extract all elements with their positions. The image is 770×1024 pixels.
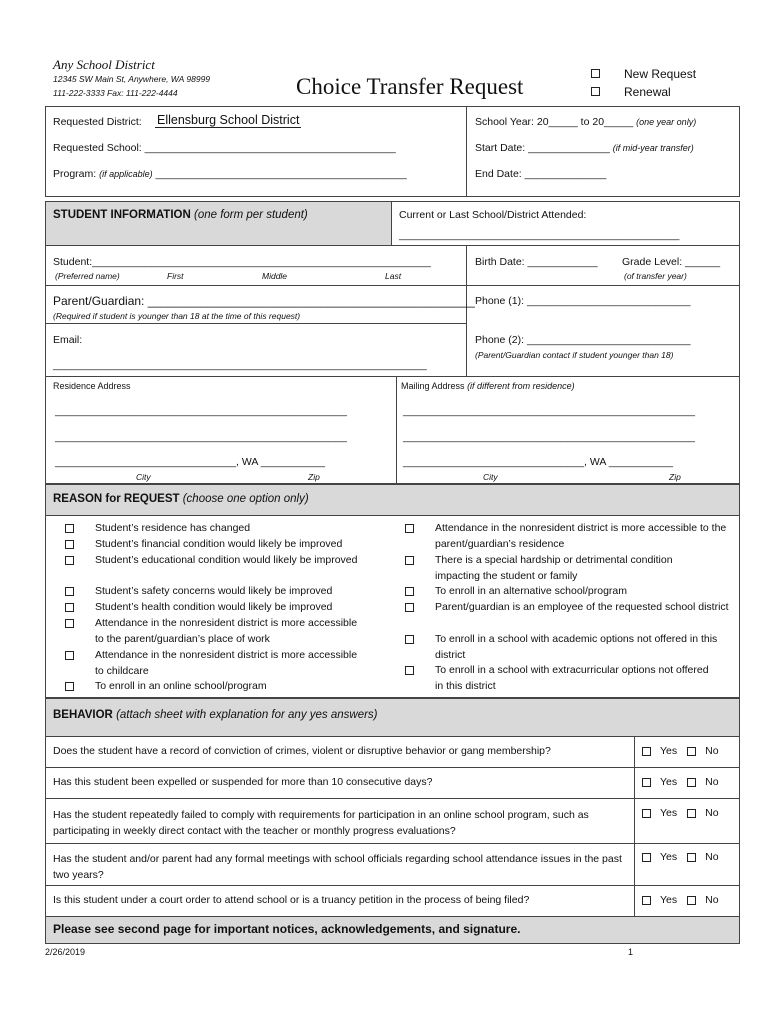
behavior-question-1: Does the student have a record of conviction of crimes, violent or disruptive behavior or gang membership? bbox=[53, 745, 551, 757]
yes-checkbox[interactable] bbox=[642, 809, 651, 818]
behavior-heading-hint: (attach sheet with explanation for any yes answers) bbox=[116, 709, 378, 721]
student-info-heading-text: STUDENT INFORMATION bbox=[53, 209, 191, 221]
behavior-answer-3[interactable]: Yes No bbox=[642, 807, 723, 819]
requested-district-field[interactable]: Ellensburg School District bbox=[157, 113, 300, 127]
no-checkbox[interactable] bbox=[687, 778, 696, 787]
behavior-answer-2[interactable]: Yes No bbox=[642, 776, 723, 788]
program-line: ___________________________________________ bbox=[155, 168, 407, 180]
behavior-question-3: Has the student repeatedly failed to comply with requirements for participation in an online school program, such as participating in weekly direct contact with the teacher or monthly progress evaluations? bbox=[53, 809, 589, 837]
phone2-field[interactable]: Phone (2): ____________________________ bbox=[475, 334, 691, 346]
reason-right-6[interactable]: To enroll in a school with extracurricular options not offered in this district bbox=[405, 663, 715, 694]
yes-checkbox[interactable] bbox=[642, 747, 651, 756]
birth-date-field[interactable]: Birth Date: ____________ bbox=[475, 256, 598, 268]
phone2-hint: (Parent/Guardian contact if student younger than 18) bbox=[475, 350, 674, 360]
reason-right-3[interactable]: To enroll in an alternative school/program bbox=[405, 584, 735, 600]
start-date-hint: (if mid-year transfer) bbox=[612, 143, 694, 153]
reason-heading-hint: (choose one option only) bbox=[182, 493, 309, 505]
program-hint: (if applicable) bbox=[99, 169, 153, 179]
start-date-label: Start Date: ______________ bbox=[475, 142, 610, 154]
residence-address-label: Residence Address bbox=[53, 381, 131, 391]
student-name-field[interactable]: Student:__________________________________________________________ bbox=[53, 256, 431, 268]
program-label: Program: bbox=[53, 168, 97, 180]
district-address: 12345 SW Main St, Anywhere, WA 98999 bbox=[53, 74, 211, 84]
reason-checkbox[interactable] bbox=[405, 587, 414, 596]
attended-field[interactable]: ________________________________________________ bbox=[399, 229, 680, 241]
mailing-address-line2[interactable]: __________________________________________________ bbox=[403, 431, 695, 443]
renewal-checkbox[interactable] bbox=[591, 87, 600, 96]
behavior-answer-5[interactable]: Yes No bbox=[642, 894, 723, 906]
reason-checkbox[interactable] bbox=[65, 540, 74, 549]
reason-checkbox[interactable] bbox=[65, 556, 74, 565]
end-date-field[interactable]: End Date: ______________ bbox=[475, 168, 607, 180]
no-checkbox[interactable] bbox=[687, 747, 696, 756]
mailing-address-line1[interactable]: __________________________________________________ bbox=[403, 405, 695, 417]
reason-left-5[interactable]: Student’s health condition would likely be improved bbox=[65, 600, 385, 616]
reason-left-8[interactable]: To enroll in an online school/program bbox=[65, 679, 385, 695]
yes-checkbox[interactable] bbox=[642, 896, 651, 905]
requested-school-field[interactable]: Requested School: ___________________________________________ bbox=[53, 142, 396, 154]
reason-right-5[interactable]: To enroll in a school with academic options not offered in this district bbox=[405, 632, 735, 663]
reason-left-1[interactable]: Student’s residence has changed bbox=[65, 521, 385, 537]
reason-left-2[interactable]: Student’s financial condition would likely be improved bbox=[65, 537, 385, 553]
student-middle-hint: Middle bbox=[262, 271, 288, 281]
program-field[interactable] bbox=[53, 168, 407, 180]
renewal-label: Renewal bbox=[624, 85, 671, 99]
grade-level-field[interactable]: Grade Level: ______ bbox=[622, 256, 721, 268]
reason-checkbox[interactable] bbox=[65, 524, 74, 533]
reason-checkbox[interactable] bbox=[65, 587, 74, 596]
behavior-question-2: Has this student been expelled or suspended for more than 10 consecutive days? bbox=[53, 776, 433, 788]
residence-address-line2[interactable]: __________________________________________________ bbox=[55, 431, 347, 443]
second-page-notice: Please see second page for important notices, acknowledgements, and signature. bbox=[53, 922, 521, 936]
reason-left-7[interactable]: Attendance in the nonresident district is more accessible to childcare bbox=[65, 648, 365, 679]
reason-checkbox[interactable] bbox=[65, 651, 74, 660]
mailing-city-hint: City bbox=[483, 472, 498, 482]
behavior-answer-1[interactable]: Yes No bbox=[642, 745, 723, 757]
reason-checkbox[interactable] bbox=[65, 603, 74, 612]
school-year-hint: (one year only) bbox=[636, 117, 697, 127]
mailing-address-hint: (if different from residence) bbox=[467, 381, 575, 391]
requested-district-label: Requested District: bbox=[53, 116, 142, 128]
behavior-question-5: Is this student under a court order to attend school or is a truancy petition in the process of being filed? bbox=[53, 894, 530, 906]
parent-guardian-hint: (Required if student is younger than 18 at the time of this request) bbox=[53, 311, 301, 321]
reason-checkbox[interactable] bbox=[405, 556, 414, 565]
student-preferred-hint: (Preferred name) bbox=[55, 271, 120, 281]
reason-checkbox[interactable] bbox=[405, 635, 414, 644]
district-name: Any School District bbox=[53, 57, 155, 72]
behavior-heading bbox=[53, 709, 378, 721]
behavior-heading-text: BEHAVIOR bbox=[53, 709, 113, 721]
residence-city-hint: City bbox=[136, 472, 151, 482]
no-checkbox[interactable] bbox=[687, 809, 696, 818]
behavior-question-4: Has the student and/or parent had any formal meetings with school officials regarding school attendance issues in the past two years? bbox=[53, 853, 622, 881]
residence-zip-hint: Zip bbox=[308, 472, 320, 482]
reason-right-4[interactable]: Parent/guardian is an employee of the requested school district bbox=[405, 600, 735, 616]
new-request-checkbox[interactable] bbox=[591, 69, 600, 78]
residence-city-zip-field[interactable]: _______________________________, WA ___________ bbox=[55, 456, 325, 468]
school-year-field[interactable] bbox=[475, 116, 696, 128]
behavior-answer-4[interactable]: Yes No bbox=[642, 851, 723, 863]
form-title: Choice Transfer Request bbox=[296, 74, 524, 99]
reason-heading-text: REASON for REQUEST bbox=[53, 493, 180, 505]
school-year-label: School Year: 20_____ to 20_____ bbox=[475, 116, 634, 128]
reason-left-4[interactable]: Student’s safety concerns would likely be improved bbox=[65, 584, 385, 600]
yes-checkbox[interactable] bbox=[642, 853, 651, 862]
parent-guardian-field[interactable]: Parent/Guardian: _________________________________________________ bbox=[53, 294, 475, 308]
mailing-address-text: Mailing Address bbox=[401, 381, 465, 391]
attended-label: Current or Last School/District Attended: bbox=[399, 209, 587, 221]
reason-checkbox[interactable] bbox=[405, 666, 414, 675]
residence-address-line1[interactable]: __________________________________________________ bbox=[55, 405, 347, 417]
no-checkbox[interactable] bbox=[687, 896, 696, 905]
mailing-city-zip-field[interactable]: _______________________________, WA ___________ bbox=[403, 456, 673, 468]
district-phone-fax: 111-222-3333 Fax: 111-222-4444 bbox=[53, 88, 178, 98]
reason-left-6[interactable]: Attendance in the nonresident district is more accessible to the parent/guardian’s place of work bbox=[65, 616, 365, 647]
reason-checkbox[interactable] bbox=[65, 682, 74, 691]
reason-checkbox[interactable] bbox=[405, 603, 414, 612]
mailing-zip-hint: Zip bbox=[669, 472, 681, 482]
mailing-address-label bbox=[401, 381, 575, 391]
grade-level-hint: (of transfer year) bbox=[624, 271, 687, 281]
page-number: 1 bbox=[628, 947, 634, 957]
reason-left-3[interactable]: Student’s educational condition would likely be improved bbox=[65, 553, 365, 569]
reason-right-1[interactable]: Attendance in the nonresident district is more accessible to the parent/guardian’s residence bbox=[405, 521, 735, 552]
start-date-field[interactable] bbox=[475, 142, 694, 154]
reason-heading bbox=[53, 493, 309, 505]
email-field[interactable]: ________________________________________________________________ bbox=[53, 359, 427, 371]
student-first-hint: First bbox=[167, 271, 184, 281]
new-request-label: New Request bbox=[624, 67, 697, 81]
email-label: Email: bbox=[53, 334, 83, 346]
reason-checkbox[interactable] bbox=[405, 524, 414, 533]
form-date: 2/26/2019 bbox=[45, 947, 86, 957]
yes-checkbox[interactable] bbox=[642, 778, 651, 787]
phone1-field[interactable]: Phone (1): ____________________________ bbox=[475, 295, 691, 307]
reason-checkbox[interactable] bbox=[65, 619, 74, 628]
student-info-heading-hint: (one form per student) bbox=[193, 209, 308, 221]
student-info-heading bbox=[53, 209, 308, 221]
reason-right-2[interactable]: There is a special hardship or detrimental condition impacting the student or family bbox=[405, 553, 715, 584]
student-last-hint: Last bbox=[385, 271, 402, 281]
no-checkbox[interactable] bbox=[687, 853, 696, 862]
